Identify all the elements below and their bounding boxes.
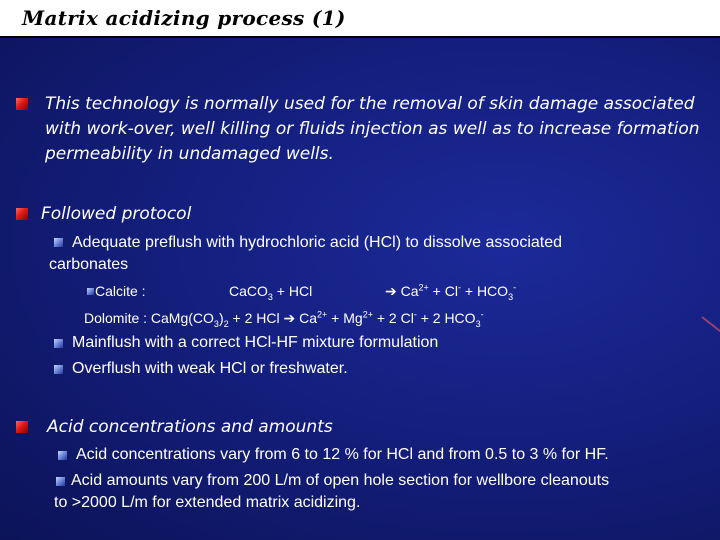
dolomite-equation — [84, 309, 484, 327]
red-bullet-icon — [16, 98, 28, 110]
calcite-prod-ca-sup: 2+ — [418, 282, 429, 293]
dolomite-text2: ) — [218, 310, 224, 326]
acid-heading: Acid concentrations and amounts — [47, 417, 333, 437]
calcite-plus-hcl: + HCl — [272, 283, 313, 299]
calcite-label: Calcite : — [95, 283, 146, 299]
intro-paragraph: This technology is normally used for the removal of skin damage associated with work-over, well killing or fluids injection as well as to increase formation permeability in undamaged wells. — [45, 94, 700, 164]
dolomite-text1: Dolomite : CaMg(CO — [84, 310, 214, 326]
dolomite-prod-mg-sup: 2+ — [362, 309, 373, 320]
red-bullet-icon — [16, 208, 28, 220]
calcite-prod-hco: + HCO — [460, 283, 509, 299]
calcite-prod-hco-sup: - — [513, 282, 517, 293]
preflush-text-line1: Adequate preflush with hydrochloric acid (HCl) to dissolve associated — [72, 234, 563, 251]
dolomite-prod-ca-sup: 2+ — [317, 309, 328, 320]
dolomite-prod-hco-sub: 3 — [475, 318, 481, 329]
dolomite-text2-sub: 2 — [223, 318, 229, 329]
blue-bullet-icon — [54, 339, 63, 348]
arrow-icon: ➔ — [385, 283, 397, 299]
preflush-text-line2: carbonates — [49, 256, 129, 273]
blue-bullet-icon — [54, 238, 63, 247]
mainflush-text: Mainflush with a correct HCl-HF mixture formulation — [72, 334, 439, 351]
blue-bullet-icon — [58, 451, 67, 460]
calcite-caco3-sub: 3 — [267, 291, 273, 302]
calcite-prod-hco-sub: 3 — [508, 291, 514, 302]
calcite-reactants — [229, 282, 312, 300]
blue-bullet-icon — [87, 288, 94, 295]
dolomite-prod-ca: Ca — [295, 310, 318, 326]
calcite-prod-cl-sup: - — [457, 282, 461, 293]
arrow-icon: ➔ — [283, 310, 296, 326]
dolomite-prod-cl-sup: - — [413, 309, 417, 320]
red-bullet-icon — [16, 421, 28, 433]
dolomite-prod-cl: + 2 Cl — [372, 310, 414, 326]
blue-bullet-icon — [54, 365, 63, 374]
calcite-prod-ca: Ca — [396, 283, 419, 299]
overflush-text: Overflush with weak HCl or freshwater. — [72, 360, 348, 377]
acid-concentrations-text: Acid concentrations vary from 6 to 12 % for HCl and from 0.5 to 3 % for HF. — [76, 446, 609, 463]
decorative-streak — [701, 316, 720, 342]
dolomite-text1-sub: 3 — [213, 318, 219, 329]
calcite-prod-cl: + Cl — [428, 283, 458, 299]
dolomite-prod-mg: + Mg — [327, 310, 363, 326]
calcite-caco3: CaCO — [229, 283, 268, 299]
calcite-products — [385, 282, 516, 300]
protocol-heading: Followed protocol — [41, 204, 192, 224]
dolomite-prod-hco: + 2 HCO — [416, 310, 476, 326]
dolomite-prod-hco-sup: - — [480, 309, 484, 320]
acid-amounts-line1: Acid amounts vary from 200 L/m of open hole section for wellbore cleanouts — [71, 472, 610, 489]
slide-title: Matrix acidizing process (1) — [22, 6, 346, 30]
acid-amounts-line2: to >2000 L/m for extended matrix acidizing. — [54, 494, 361, 511]
title-divider — [0, 36, 720, 38]
blue-bullet-icon — [56, 477, 65, 486]
dolomite-text3: + 2 HCl — [228, 310, 284, 326]
